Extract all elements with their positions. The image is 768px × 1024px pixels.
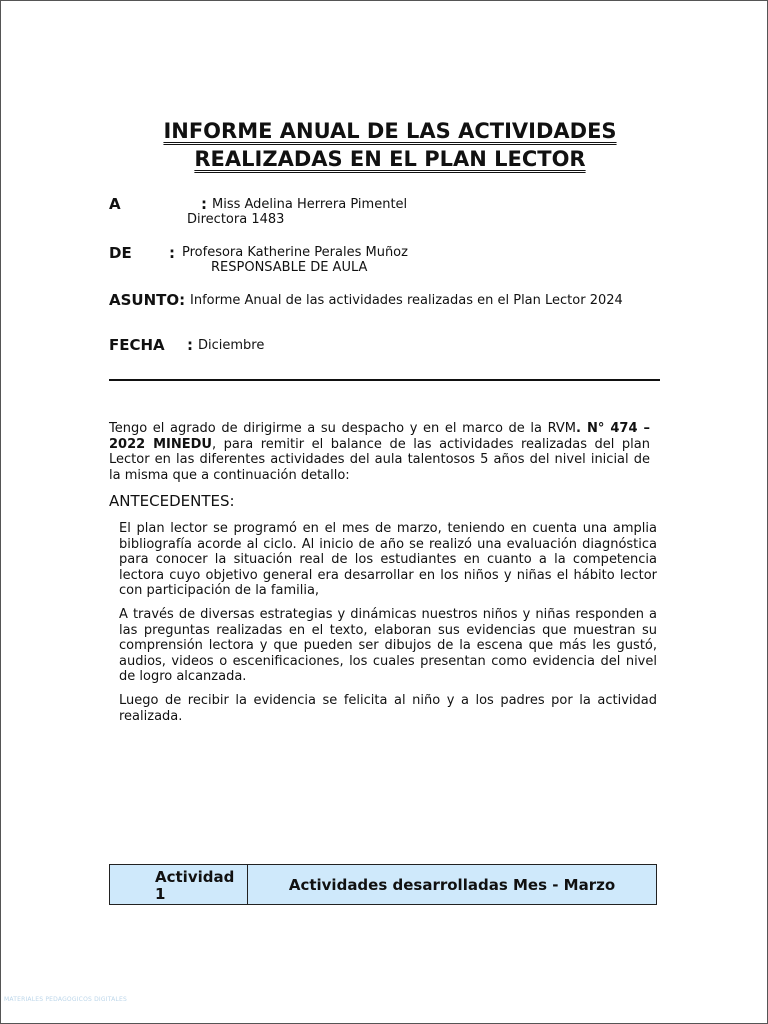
activity-table [109,864,657,905]
recipient-role: Directora 1483 [187,212,285,227]
title-line-1: INFORME ANUAL DE LAS ACTIVIDADES [163,119,617,143]
field-de-colon: : [169,244,175,262]
intro-rvm-reference: . N° 474 – 2022 MINEDU [109,421,650,452]
sender-name: Profesora Katherine Perales Muñoz [182,245,408,260]
antecedentes-paragraph-3: Luego de recibir la evidencia se felicita al niño y a los padres por la actividad realizada. [119,693,657,724]
field-a-colon: : [201,195,207,213]
field-fecha-colon: : [187,336,193,354]
field-a-label: A [109,195,121,213]
intro-text-1: Tengo el agrado de dirigirme a su despacho y en el marco de la RVM [109,421,577,436]
recipient-name: Miss Adelina Herrera Pimentel [212,197,408,212]
antecedentes-heading: ANTECEDENTES: [109,492,235,510]
intro-text-2: , para remitir el balance de las actividades realizadas del plan Lector en las diferentes actividades del aula talentosos 5 años del nivel inicial de la misma que a continuación detallo: [109,436,650,483]
sender-role: RESPONSABLE DE AULA [211,260,368,275]
antecedentes-paragraph-1: El plan lector se programó en el mes de marzo, teniendo en cuenta una amplia bibliografía acorde al ciclo. Al inicio de año se realizó una evaluación diagnóstica para conocer la situación real de los estudiantes en cuanto a la competencia lectora cuyo objetivo general era desarrollar en los niños y niñas el hábito lector con participación de la familia, [119,521,657,598]
title-line-2: REALIZADAS EN EL PLAN LECTOR [194,147,586,171]
field-de-label: DE [109,244,132,262]
intro-paragraph [109,421,650,483]
footer-watermark: MATERIALES PEDAGOGICOS DIGITALES [4,996,127,1003]
field-asunto-label: ASUNTO: [109,291,186,309]
document-title [100,117,680,173]
field-fecha-label: FECHA [109,336,165,354]
date-value: Diciembre [198,338,265,353]
activity-description-cell: Actividades desarrolladas Mes - Marzo [288,875,616,894]
subject-value: Informe Anual de las actividades realizadas en el Plan Lector 2024 [190,293,623,308]
antecedentes-paragraph-2: A través de diversas estrategias y dinámicas nuestros niños y niñas responden a las preguntas realizadas en el texto, elaboran sus evidencias que muestran su comprensión lectora y que pueden ser dibujos de la escena que más les gustó, audios, videos o escenificaciones, los cuales presentan como evidencia del nivel de logro alcanzada. [119,607,657,684]
activity-number-cell: Actividad 1 [110,865,248,904]
header-divider [109,379,660,381]
